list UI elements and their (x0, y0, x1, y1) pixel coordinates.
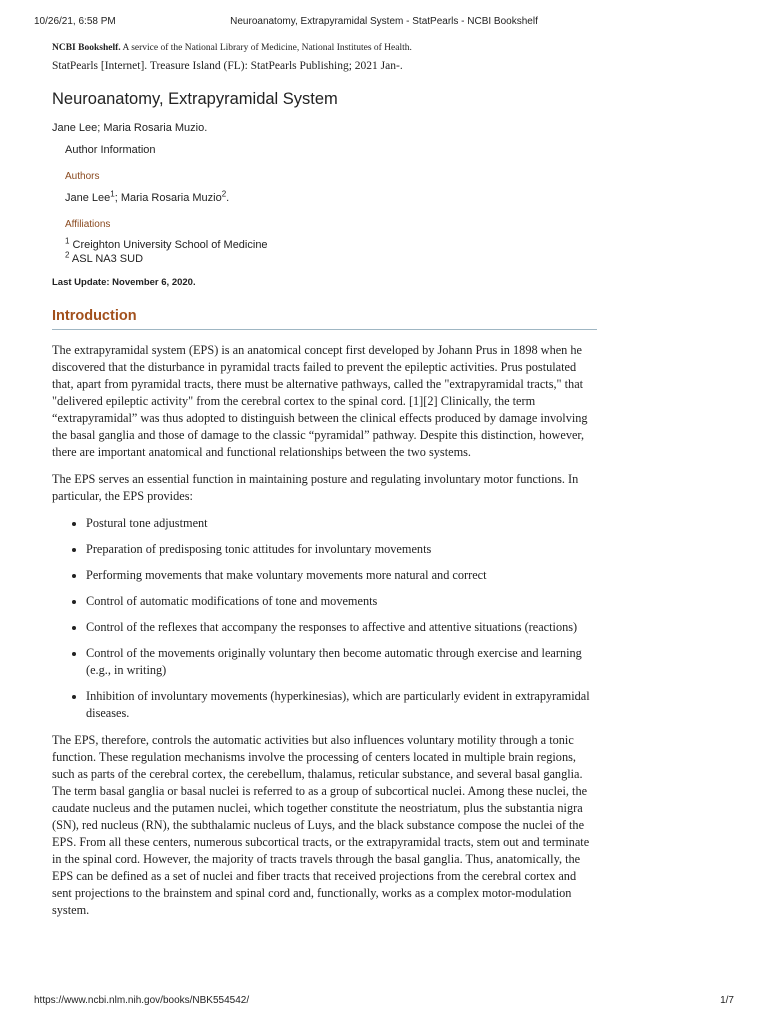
article-content (52, 40, 597, 919)
print-page-number: 1/7 (720, 995, 734, 1006)
introduction-heading: Introduction (52, 306, 597, 330)
authors-heading: Authors (65, 171, 100, 182)
affiliation-item (65, 252, 597, 266)
author-end: . (226, 192, 230, 204)
affiliations-heading: Affiliations (65, 219, 111, 230)
author-superscript: 1 (110, 189, 115, 199)
affiliations-list (65, 238, 597, 266)
affiliation-text: ASL NA3 SUD (71, 253, 144, 265)
book-citation: StatPearls [Internet]. Treasure Island (FL): StatPearls Publishing; 2021 Jan-. (52, 60, 403, 72)
authors-line: Jane Lee; Maria Rosaria Muzio. (52, 122, 208, 134)
author-information-block (65, 142, 597, 266)
author-superscript: 2 (221, 189, 227, 199)
print-url: https://www.ncbi.nlm.nih.gov/books/NBK554542/ (34, 995, 250, 1006)
author-names (65, 190, 597, 206)
print-page-title: Neuroanatomy, Extrapyramidal System - StatPearls - NCBI Bookshelf (230, 16, 538, 27)
author-information-toggle[interactable]: Author Information (65, 144, 156, 156)
list-item: • Control of automatic modifications of tone and movements (86, 593, 597, 610)
list-item: • Control of the movements originally voluntary then become automatic through exercise and learning (e.g., in writing) (86, 645, 597, 679)
list-item: • Postural tone adjustment (86, 515, 597, 532)
print-header (0, 16, 768, 30)
bookshelf-banner (52, 40, 597, 56)
affiliation-superscript: 1 (65, 236, 70, 246)
list-item: • Inhibition of involuntary movements (hyperkinesias), which are particularly evident in extrapyramidal diseases. (86, 688, 597, 722)
author-name: Jane Lee (65, 192, 111, 204)
print-footer (0, 995, 768, 1009)
bookshelf-tagline: A service of the National Library of Medicine, National Institutes of Health. (122, 43, 412, 53)
print-datetime: 10/26/21, 6:58 PM (34, 16, 116, 27)
author-separator: ; (114, 192, 121, 204)
affiliation-superscript: 2 (65, 250, 70, 260)
list-item: • Preparation of predisposing tonic attitudes for involuntary movements (86, 541, 597, 558)
last-update: Last Update: November 6, 2020. (52, 277, 196, 288)
affiliation-text: Creighton University School of Medicine (72, 239, 268, 251)
list-item: • Control of the reflexes that accompany the responses to affective and attentive situations (reactions) (86, 619, 597, 636)
intro-paragraph-2: The EPS serves an essential function in maintaining posture and regulating involuntary motor functions. In particular, the EPS provides: (52, 472, 579, 504)
author-name: Maria Rosaria Muzio (120, 192, 222, 204)
article-title: Neuroanatomy, Extrapyramidal System (52, 90, 338, 108)
intro-paragraph-1: The extrapyramidal system (EPS) is an anatomical concept first developed by Johann Prus in 1898 when he discovered that the disturbance in pyramidal tracts failed to prevent the epileptic activities. Prus postulated that, apart from pyramidal tracts, there must be alternative pathways, called the "extrapyramidal tracts," that "delivered epileptic activity" from the cerebral cortex to the spinal cord. [1][2] Clinically, the term “extrapyramidal” was thus adopted to distinguish between the clinical effects produced by damage involving the basal ganglia and those of damage to the classic “pyramidal” pathway. Despite this distinction, however, there are important anatomical and functional relationships between the two systems. (52, 343, 588, 460)
ncbi-bookshelf-link[interactable]: NCBI Bookshelf. (52, 43, 121, 53)
intro-paragraph-3: The EPS, therefore, controls the automatic activities but also influences voluntary motility through a tonic function. These regulation mechanisms involve the processing of centers located in multiple brain regions, such as parts of the cerebral cortex, the cerebellum, thalamus, reticular substance, and several basal ganglia. The term basal ganglia or basal nuclei is referred to as a group of subcortical nuclei. Among these nuclei, the caudate nucleus and the putamen nuclei, which together constitute the neostriatum, plus the substantia nigra (SN), red nucleus (RN), the subthalamic nucleus of Luys, and the black substance compose the nuclei of the EPS. From all these centers, numerous subcortical tracts, or the extrapyramidal tracts, stem out and terminate in the spinal cord. However, the majority of tracts travels through the basal ganglia. Thus, anatomically, the EPS can be defined as a set of nuclei and fiber tracts that received projections from the cerebral cortex and sent projections to the brainstem and spinal cord and, functionally, works as a complex motor-modulation system. (52, 733, 590, 918)
eps-functions-list (52, 515, 597, 722)
list-item: • Performing movements that make voluntary movements more natural and correct (86, 567, 597, 584)
affiliation-item (65, 238, 597, 252)
